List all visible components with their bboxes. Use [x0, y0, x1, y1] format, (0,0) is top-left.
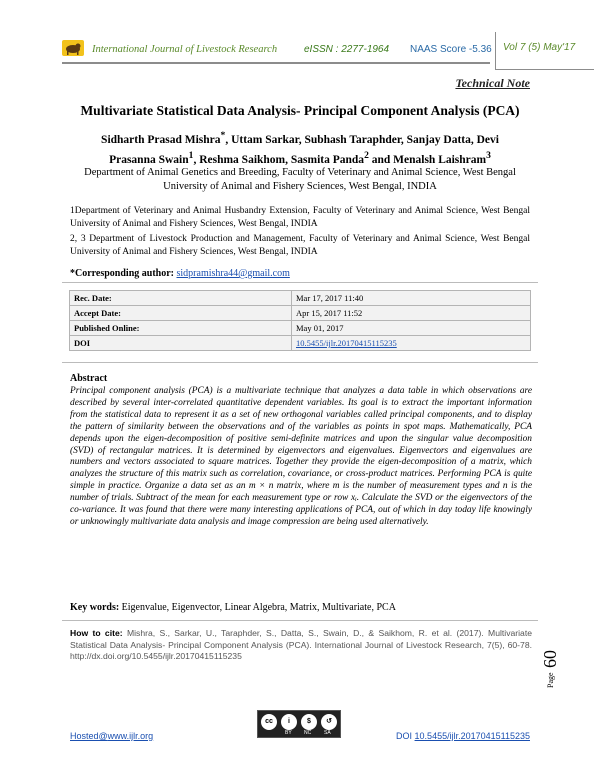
volume-info: Vol 7 (5) May'17	[503, 42, 576, 53]
date-value: May 01, 2017	[292, 321, 531, 336]
corresponding-email-link[interactable]: sidpramishra44@gmail.com	[176, 268, 290, 279]
keywords	[70, 602, 396, 613]
naas-score: NAAS Score -5.36	[410, 44, 492, 55]
footer-hosted	[70, 731, 153, 741]
keywords-text: Eigenvalue, Eigenvector, Linear Algebra, Matrix, Multivariate, PCA	[121, 602, 396, 613]
date-label: Rec. Date:	[70, 291, 292, 306]
hosted-label: Hosted@	[70, 731, 108, 741]
page-word: Page	[546, 672, 555, 688]
nc-dollar-icon: $	[301, 714, 317, 730]
doi-link[interactable]: 10.5455/ijlr.20170415115235	[296, 338, 397, 348]
citation	[70, 628, 532, 663]
cc-icon: cc	[261, 714, 277, 730]
authors-line-1: Sidharth Prasad Mishra*, Uttam Sarkar, Subhash Taraphder, Sanjay Datta, Devi	[101, 130, 499, 146]
footer-doi-label: DOI	[396, 731, 413, 741]
journal-name: International Journal of Livestock Research	[92, 44, 278, 55]
page-number-value: 60	[540, 650, 560, 668]
affiliation-main: Department of Animal Genetics and Breeding, Faculty of Veterinary and Animal Science, West Bengal University of Animal and Fishery Sciences, West Bengal, INDIA	[84, 167, 516, 192]
article-title: Multivariate Statistical Data Analysis- Principal Component Analysis (PCA)	[80, 103, 520, 118]
issn: eISSN : 2277-1964	[304, 44, 390, 55]
authors	[80, 128, 520, 168]
journal-header	[62, 32, 600, 74]
doi-label: DOI	[70, 336, 292, 351]
cc-label-by: BY	[285, 730, 292, 736]
cc-label-sa: SA	[324, 730, 331, 736]
date-value: Mar 17, 2017 11:40	[292, 291, 531, 306]
dates-bottom-rule	[62, 362, 538, 363]
by-person-icon: i	[281, 714, 297, 730]
date-value: Apr 15, 2017 11:52	[292, 306, 531, 321]
hosted-link[interactable]: www.ijlr.org	[107, 731, 154, 741]
footer-doi-link[interactable]: 10.5455/ijlr.20170415115235	[414, 731, 530, 741]
affiliation-2: 2, 3 Department of Livestock Production and Management, Faculty of Veterinary and Animal Science, West Bengal University of Animal and Fishery Sciences, West Bengal, INDIA	[70, 234, 530, 257]
dates-table	[69, 290, 531, 351]
affiliation-1: 1Department of Veterinary and Animal Husbandry Extension, Faculty of Veterinary and Animal Science, West Bengal University of Animal and Fishery Sciences, West Bengal, INDIA	[70, 206, 530, 229]
authors-line-2: Prasanna Swain$^1$, Reshma Saikhom, Sasmita Panda$^2$ and Menalsh Laishram$^3$	[109, 149, 491, 166]
table-row	[70, 336, 531, 351]
table-row	[70, 306, 531, 321]
table-row	[70, 321, 531, 336]
cc-label-nc: NC	[304, 730, 312, 736]
dates-top-rule	[62, 282, 538, 283]
page-number	[540, 650, 562, 690]
corresponding-author	[70, 268, 290, 279]
doi-cell	[292, 336, 531, 351]
citation-rule	[62, 620, 538, 621]
date-label: Accept Date:	[70, 306, 292, 321]
citation-label: How to cite:	[70, 628, 123, 638]
citation-text: Mishra, S., Sarkar, U., Taraphder, S., Datta, S., Swain, D., & Saikhom, R. et al. (2017). Multivariate Statistical Data Analysis- Principal Component Analysis (PCA). International Journal of Livestock Research, 7(5), 60-78. http://dx.doi.org/10.5455/ijlr.20170415115235	[70, 628, 532, 661]
corresponding-label: *Corresponding author:	[70, 268, 174, 279]
keywords-label: Key words:	[70, 602, 120, 613]
date-label: Published Online:	[70, 321, 292, 336]
table-row	[70, 291, 531, 306]
footer-doi	[396, 731, 530, 741]
journal-logo-icon	[62, 40, 84, 56]
technical-note-label: Technical Note	[455, 76, 530, 90]
sa-share-icon: ↺	[321, 714, 337, 730]
cc-license-badge[interactable]	[257, 710, 341, 738]
volume-box	[495, 32, 594, 70]
header-rule	[62, 62, 490, 64]
abstract-heading: Abstract	[70, 373, 108, 384]
abstract-text: Principal component analysis (PCA) is a multivariate technique that analyzes a data table in which observations are described by several inter-correlated quantitative dependent variables. Its goal is to extract the important information from the statistical data to represent it as a set of new orthogonal variables called principal components, and to display the pattern of similarity between the observations and of the variables as points in spot maps. Mathematically, PCA depends upon the eigen-decomposition of positive semi-definite matrices and upon the singular value decomposition (SVD) of rectangular matrices. It is determined by eigenvectors and eigenvalues. Eigenvectors and eigenvalues are numbers and vectors associated to square matrices. Together they provide the eigen-decomposition of a matrix, which analyzes the structure of this matrix such as correlation, covariance, or cross-product matrices. Performing PCA is quite simple in practice. Organize a data set as an m × n matrix, where m is the number of measurement types and n is the number of trials. Subtract of the mean for each measurement type or row xᵢ. Calculate the SVD or the eigenvectors of the co-variance. It was found that there were many interesting applications of PCA, out of which in day today life knowingly or unknowingly multivariate data analysis and image compression are being used alternatively.	[70, 386, 532, 527]
